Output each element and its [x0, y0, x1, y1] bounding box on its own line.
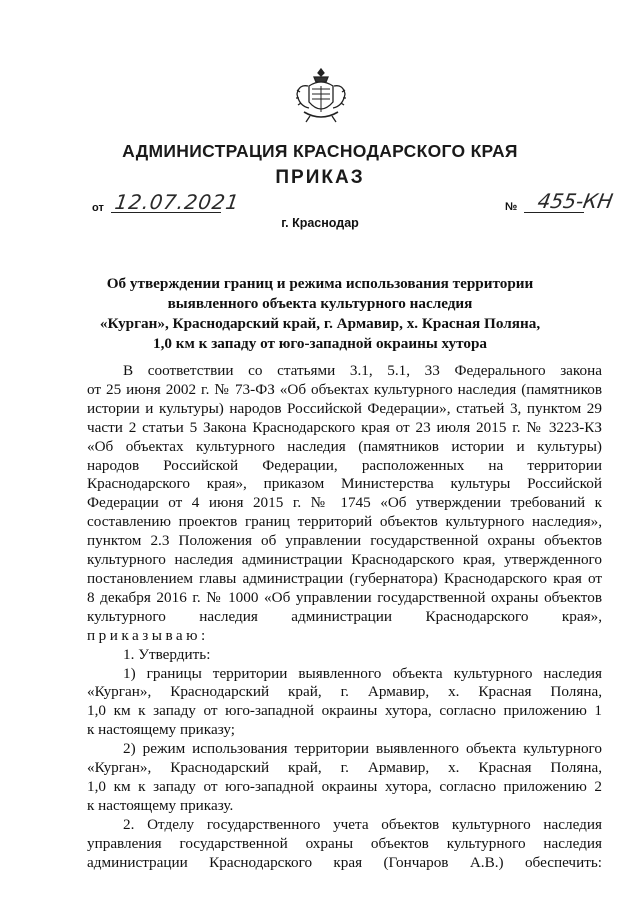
- body-line: 2. Отделу государственного учета объектов культурного наследия: [123, 815, 602, 833]
- body-line: культурного наследия администрации Краснодарского края»,: [87, 607, 602, 625]
- body-line: приказываю:: [87, 626, 209, 644]
- body-line: пунктом 2.3 Положения об управлении государственной охраны объектов: [87, 532, 602, 550]
- body-line: 2) режим использования территории выявленного объекта культурного: [123, 740, 602, 758]
- body-line: администрации Краснодарского края (Гончаров А.В.) обеспечить:: [87, 853, 602, 871]
- body-line: 1. Утвердить:: [123, 645, 211, 663]
- city: г. Краснодар: [281, 216, 359, 230]
- handwritten-number: 455-КН: [535, 189, 615, 213]
- body-line: к настоящему приказу.: [87, 796, 234, 814]
- document-body: [87, 362, 602, 872]
- body-line: «Об объектах культурного наследия (памятников истории и культуры): [87, 437, 602, 455]
- title-line: «Курган», Краснодарский край, г. Армавир, х. Красная Поляна,: [99, 315, 541, 332]
- body-line: Краснодарского края», приказом Министерства культуры Российской: [87, 475, 602, 493]
- coat-of-arms-emblem: [294, 66, 348, 124]
- body-line: 1,0 км к западу от юго-западной окраины хутора, согласно приложению 2: [87, 777, 602, 795]
- body-line: постановлением главы администрации (губернатора) Краснодарского края от: [87, 569, 602, 587]
- organization-name: АДМИНИСТРАЦИЯ КРАСНОДАРСКОГО КРАЯ: [122, 141, 518, 161]
- body-line: 1) границы территории выявленного объекта культурного наследия: [123, 664, 602, 682]
- body-line: «Курган», Краснодарский край, г. Армавир, х. Красная Поляна,: [87, 759, 602, 777]
- body-line: В соответствии со статьями 3.1, 5.1, 33 Федерального закона: [123, 362, 602, 379]
- body-line: от 25 июня 2002 г. № 73-ФЗ «Об объектах культурного наследия (памятников: [87, 380, 602, 398]
- document-type: ПРИКАЗ: [275, 167, 365, 188]
- body-line: к настоящему приказу;: [87, 721, 235, 739]
- body-line: народов Российской Федерации, расположенных на территории: [87, 456, 602, 474]
- body-line: «Курган», Краснодарский край, г. Армавир, х. Красная Поляна,: [87, 683, 602, 701]
- body-line: истории и культуры) народов Российской Федерации», статьей 3, пунктом 29: [87, 399, 602, 417]
- body-line: 1,0 км к западу от юго-западной окраины хутора, согласно приложению 1: [87, 702, 602, 720]
- body-line: культурного наследия администрации Краснодарского края, утвержденного: [87, 551, 602, 569]
- body-line: Федерации от 4 июня 2015 г. № 1745 «Об утверждении требований к: [87, 494, 602, 512]
- body-line: составлению проектов границ территорий объектов культурного наследия»,: [87, 513, 602, 531]
- body-line: 8 декабря 2016 г. № 1000 «Об управлении государственной охраны объектов: [87, 588, 602, 606]
- document-title: [90, 274, 550, 354]
- body-line: управления государственной охраны объектов культурного наследия: [87, 834, 602, 852]
- title-line: 1,0 км к западу от юго-западной окраины хутора: [152, 335, 488, 352]
- title-line: Об утверждении границ и режима использования территории: [106, 275, 534, 292]
- handwritten-date: 12.07.2021: [113, 190, 242, 214]
- date-label: от: [92, 202, 104, 214]
- title-line: выявленного объекта культурного наследия: [167, 295, 473, 312]
- body-line: части 2 статьи 5 Закона Краснодарского края от 23 июля 2015 г. № 3223-КЗ: [87, 418, 602, 436]
- number-label: №: [505, 201, 518, 213]
